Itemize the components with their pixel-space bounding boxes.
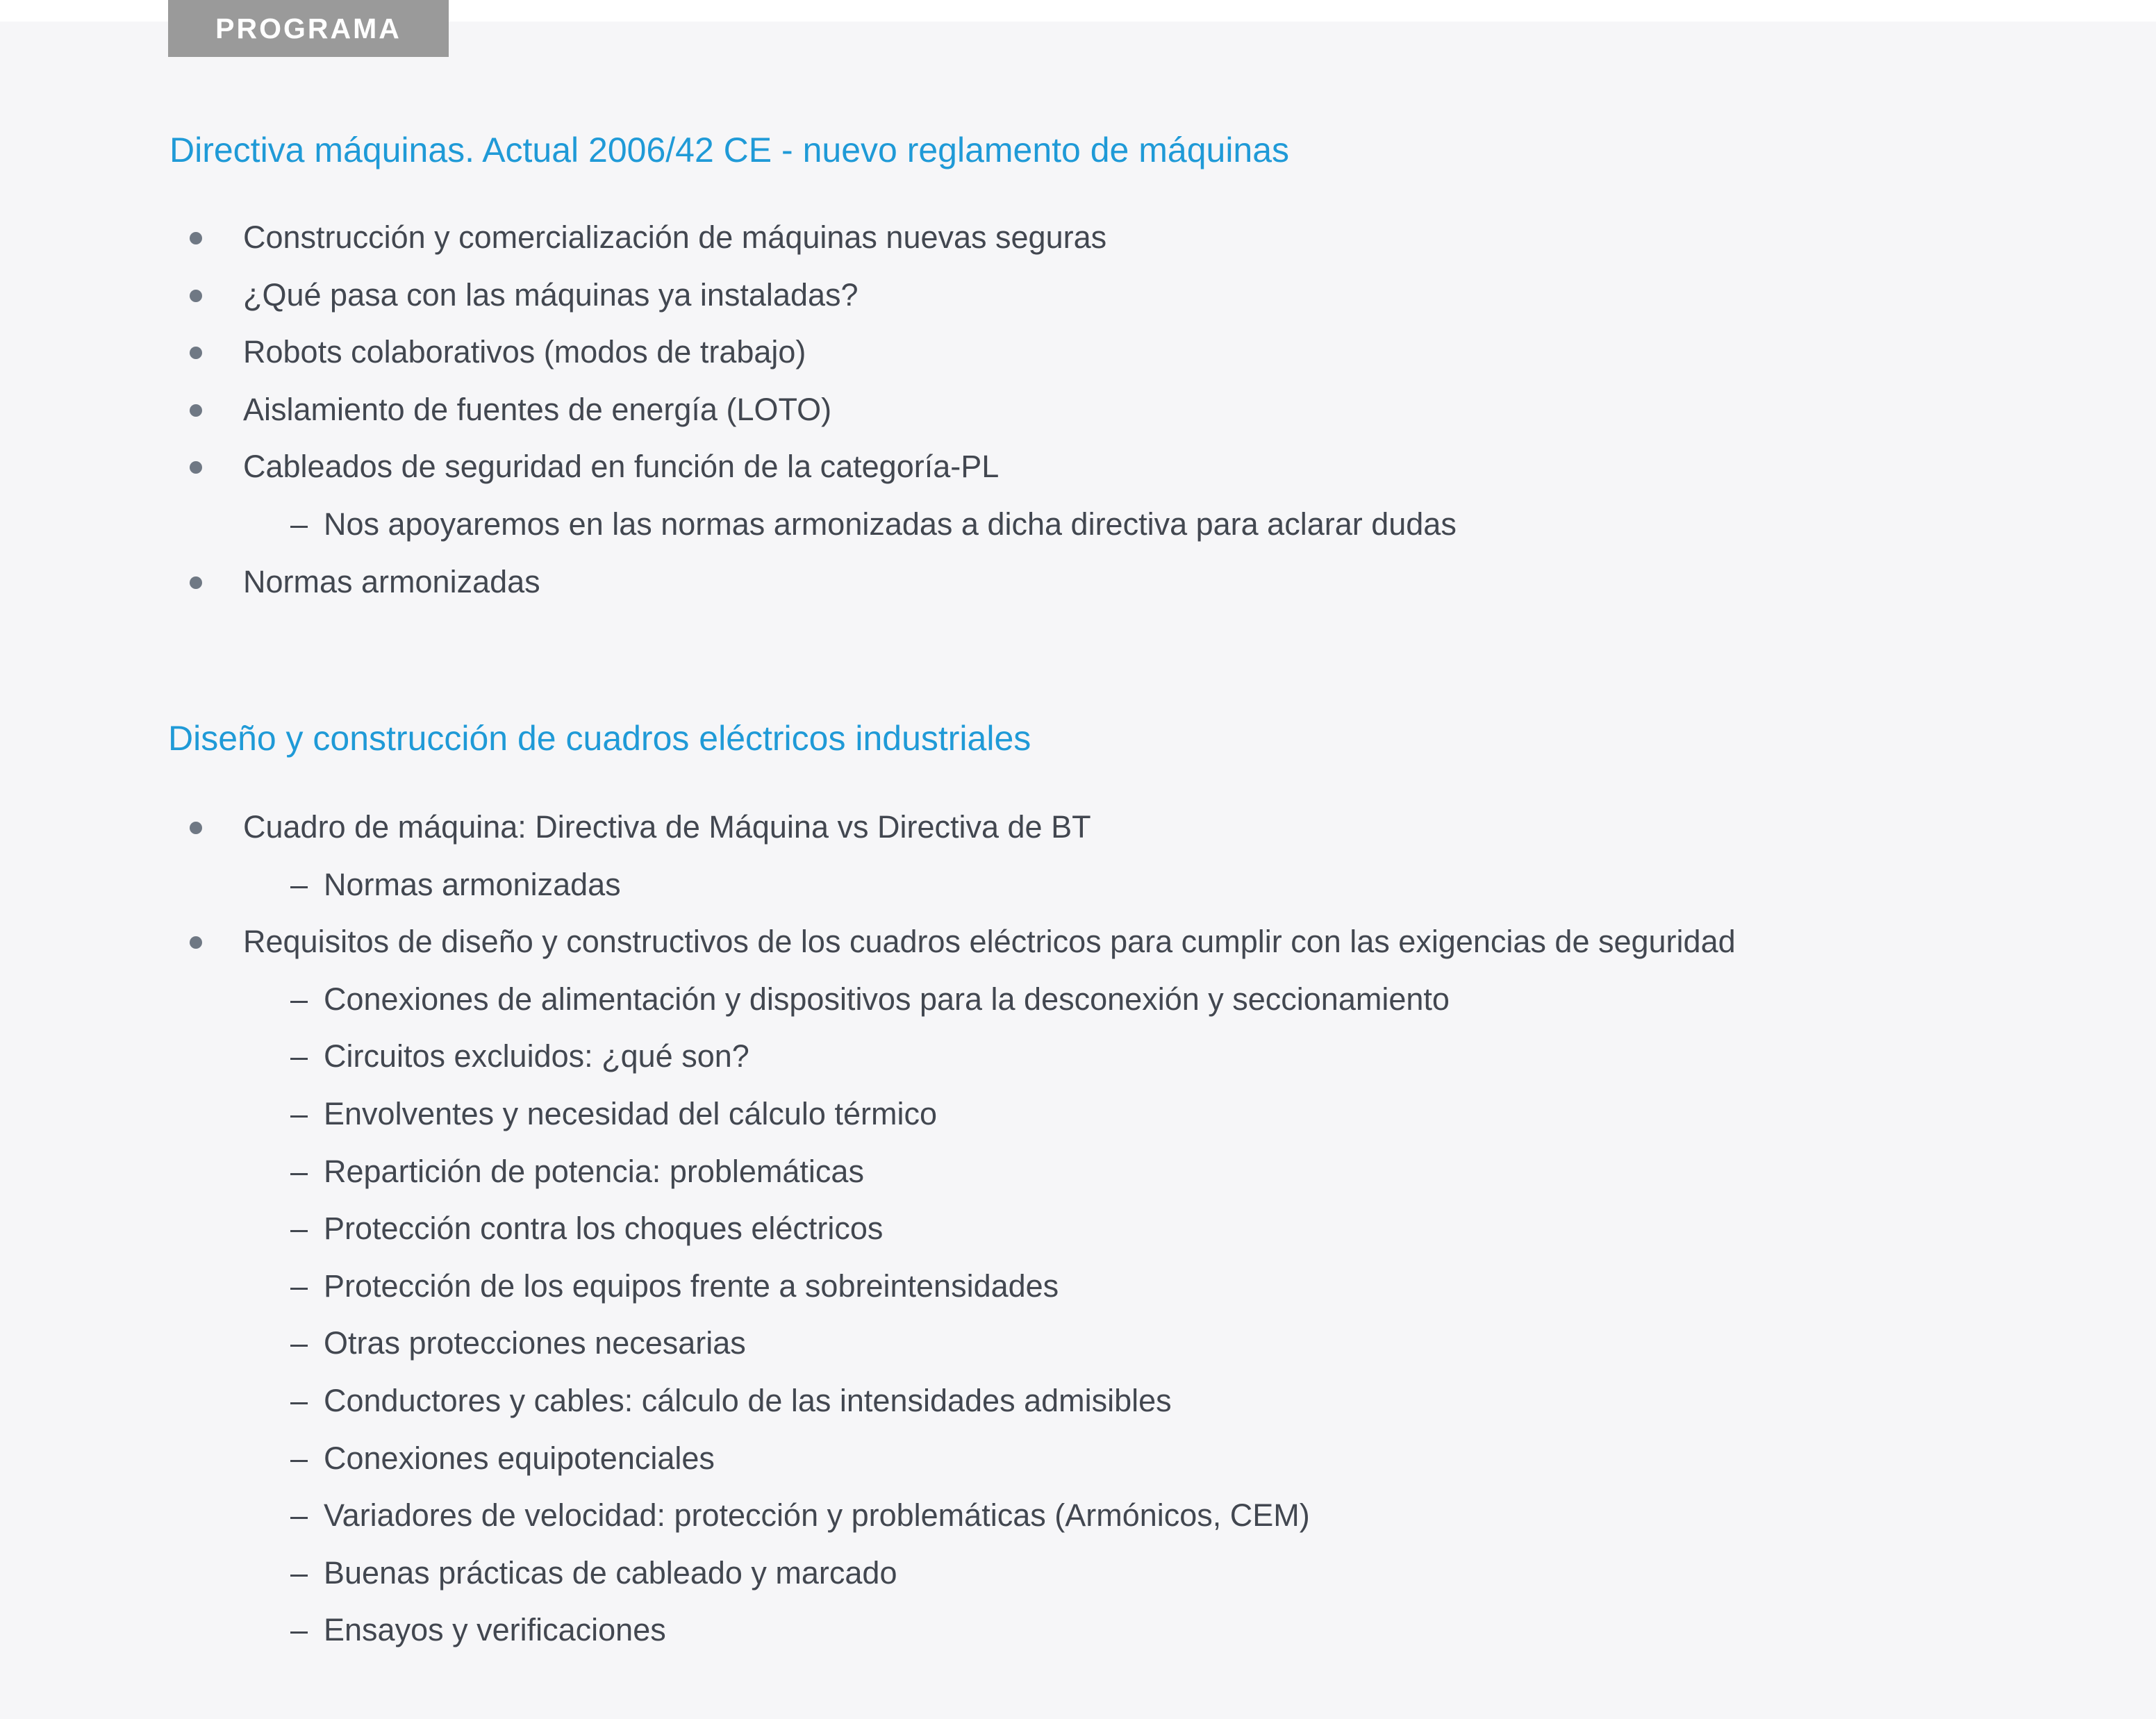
- bullet-icon: [190, 290, 202, 302]
- section-list-directiva: [0, 209, 1457, 611]
- list-item: Construcción y comercialización de máquinas nuevas seguras: [0, 209, 1457, 267]
- section-list-cuadros: [0, 799, 1736, 1659]
- list-item: Cuadro de máquina: Directiva de Máquina vs Directiva de BT: [0, 799, 1736, 856]
- bullet-icon: [190, 936, 202, 949]
- list-item: Requisitos de diseño y constructivos de los cuadros eléctricos para cumplir con las exigencias de seguridad: [0, 913, 1736, 971]
- bullet-icon: [190, 461, 202, 474]
- sub-list-item: – Buenas prácticas de cableado y marcado: [0, 1545, 1736, 1602]
- dash-icon: –: [290, 1211, 308, 1247]
- list-item: ¿Qué pasa con las máquinas ya instaladas?: [0, 267, 1457, 324]
- sub-list-item: – Nos apoyaremos en las normas armonizadas a dicha directiva para aclarar dudas: [0, 496, 1457, 554]
- bullet-icon: [190, 232, 202, 244]
- sub-list-item: – Variadores de velocidad: protección y problemáticas (Armónicos, CEM): [0, 1487, 1736, 1545]
- sub-list-item: – Normas armonizadas: [0, 856, 1736, 914]
- sub-list-item: – Circuitos excluidos: ¿qué son?: [0, 1028, 1736, 1086]
- dash-icon: –: [290, 866, 308, 902]
- list-item: Aislamiento de fuentes de energía (LOTO): [0, 381, 1457, 439]
- sub-list-item: – Envolventes y necesidad del cálculo térmico: [0, 1086, 1736, 1143]
- section-title-cuadros: Diseño y construcción de cuadros eléctricos industriales: [168, 719, 1031, 758]
- dash-icon: –: [290, 1325, 308, 1361]
- sub-list-item: – Conexiones de alimentación y dispositivos para la desconexión y seccionamiento: [0, 971, 1736, 1029]
- sub-list-item: – Conexiones equipotenciales: [0, 1430, 1736, 1488]
- list-item: Robots colaborativos (modos de trabajo): [0, 324, 1457, 381]
- sub-list-item: – Protección de los equipos frente a sobreintensidades: [0, 1258, 1736, 1315]
- dash-icon: –: [290, 1554, 308, 1591]
- dash-icon: –: [290, 1440, 308, 1476]
- bullet-icon: [190, 576, 202, 589]
- dash-icon: –: [290, 1497, 308, 1534]
- sub-list-item: – Ensayos y verificaciones: [0, 1602, 1736, 1659]
- sub-list-item: – Conductores y cables: cálculo de las intensidades admisibles: [0, 1372, 1736, 1430]
- dash-icon: –: [290, 1382, 308, 1418]
- list-item: Normas armonizadas: [0, 554, 1457, 611]
- sub-list-item: – Repartición de potencia: problemáticas: [0, 1143, 1736, 1201]
- dash-icon: –: [290, 1268, 308, 1304]
- bullet-icon: [190, 404, 202, 417]
- dash-icon: –: [290, 981, 308, 1017]
- dash-icon: –: [290, 1095, 308, 1131]
- dash-icon: –: [290, 506, 308, 542]
- dash-icon: –: [290, 1038, 308, 1074]
- dash-icon: –: [290, 1612, 308, 1648]
- bullet-icon: [190, 822, 202, 834]
- section-title-directiva: Directiva máquinas. Actual 2006/42 CE - nuevo reglamento de máquinas: [169, 131, 1290, 169]
- list-item: Cableados de seguridad en función de la categoría-PL: [0, 438, 1457, 496]
- sub-list-item: – Protección contra los choques eléctricos: [0, 1200, 1736, 1258]
- sub-list-item: – Otras protecciones necesarias: [0, 1315, 1736, 1372]
- section-tag: PROGRAMA: [168, 0, 449, 57]
- dash-icon: –: [290, 1153, 308, 1189]
- bullet-icon: [190, 347, 202, 359]
